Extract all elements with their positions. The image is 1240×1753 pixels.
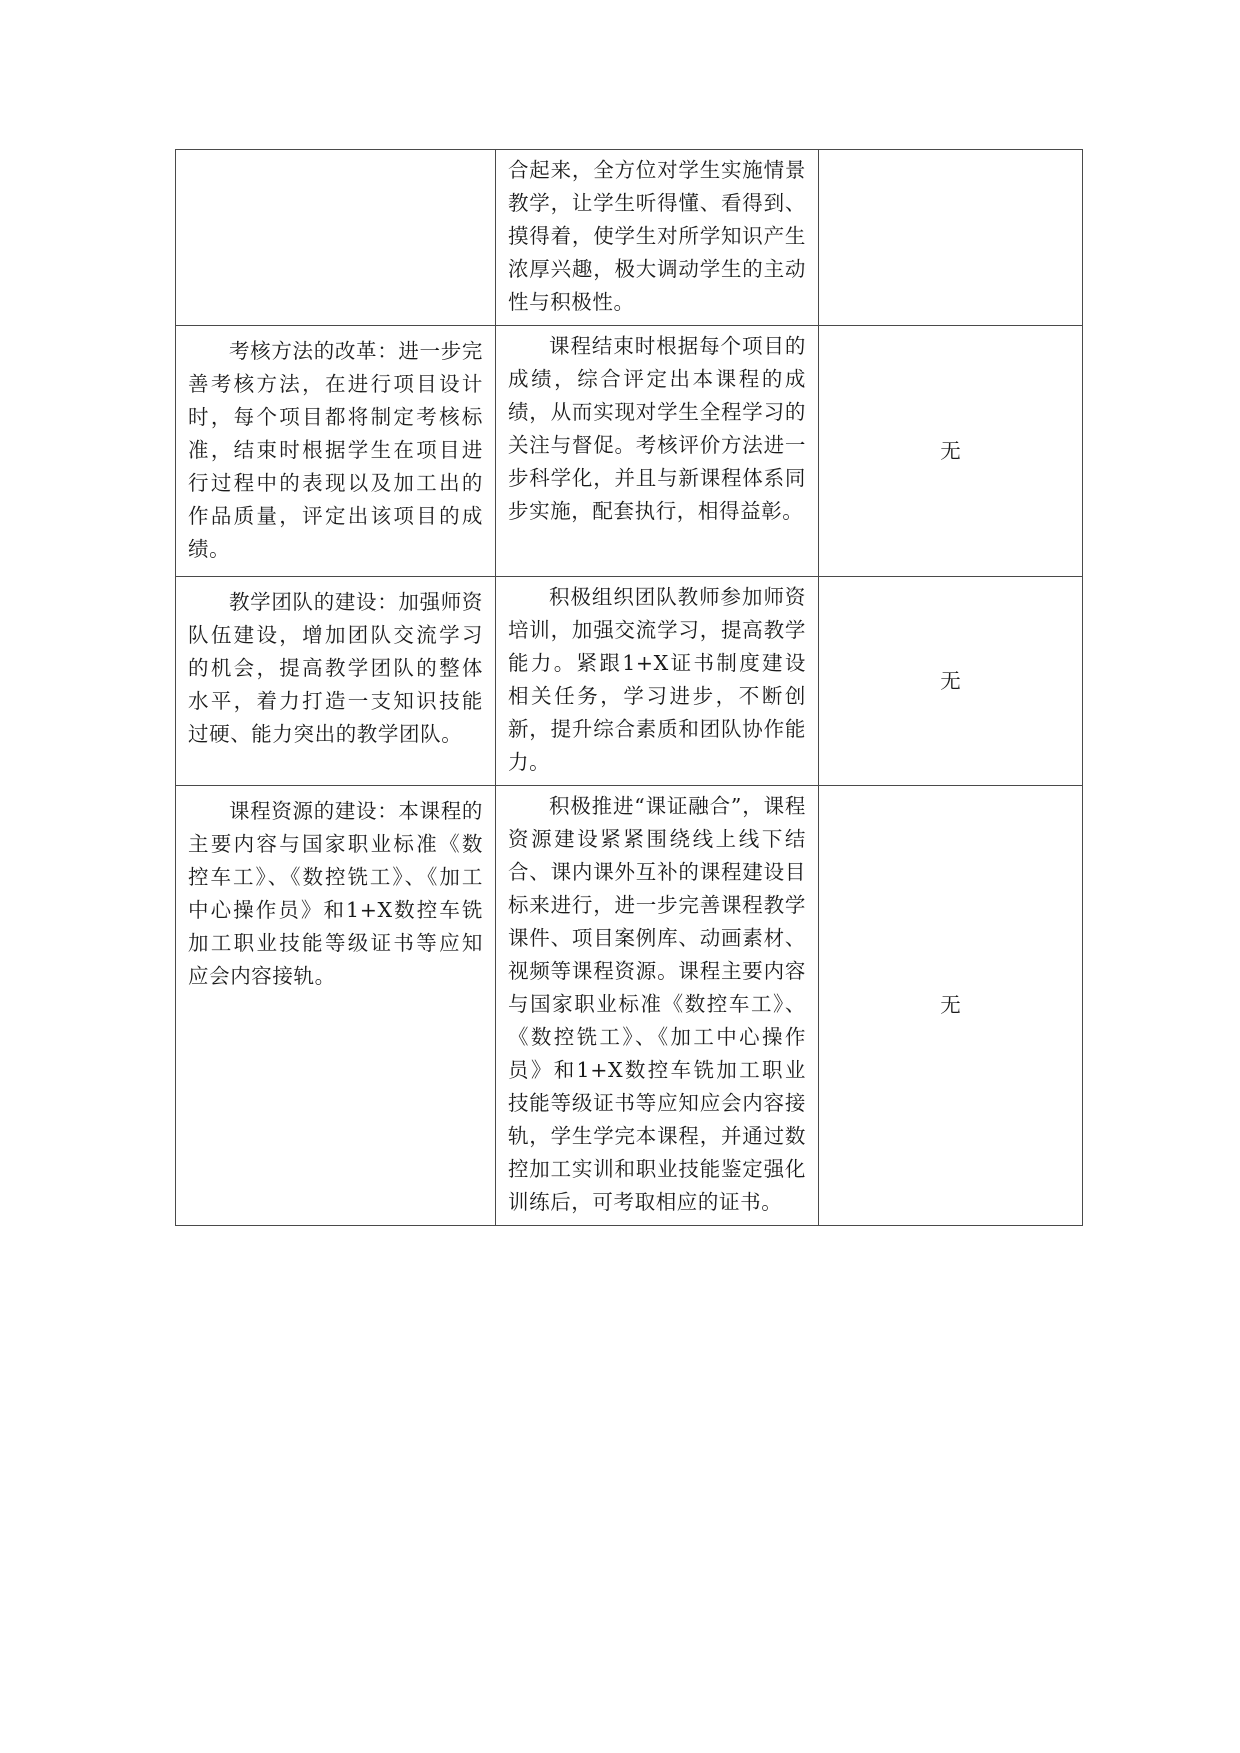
result-text: 积极组织团队教师参加师资培训，加强交流学习，提高教学能力。紧跟1+X证书制度建设相关任务，学习进步，不断创新，提升综合素质和团队协作能力。	[508, 585, 806, 774]
result-text: 课程结束时根据每个项目的成绩，综合评定出本课程的成绩，从而实现对学生全程学习的关注与督促。考核评价方法进一步科学化，并且与新课程体系同步实施，配套执行，相得益彰。	[508, 334, 806, 523]
measure-text: 课程资源的建设：本课程的主要内容与国家职业标准《数控车工》、《数控铣工》、《加工中心操作员》和1+X数控车铣加工职业技能等级证书等应知应会内容接轨。	[188, 799, 483, 988]
note-cell	[819, 577, 1083, 786]
measure-text: 考核方法的改革：进一步完善考核方法，在进行项目设计时，每个项目都将制定考核标准，结束时根据学生在项目进行过程中的表现以及加工出的作品质量，评定出该项目的成绩。	[188, 339, 483, 561]
table-row	[176, 326, 1083, 577]
note-text: 无	[940, 438, 961, 463]
note-cell	[819, 150, 1083, 326]
result-cell	[496, 577, 819, 786]
table-row	[176, 786, 1083, 1226]
measure-cell	[176, 150, 496, 326]
measure-cell	[176, 577, 496, 786]
result-text: 合起来，全方位对学生实施情景教学，让学生听得懂、看得到、摸得着，使学生对所学知识产生浓厚兴趣，极大调动学生的主动性与积极性。	[508, 158, 806, 314]
result-cell	[496, 150, 819, 326]
note-cell	[819, 786, 1083, 1226]
result-cell	[496, 326, 819, 577]
table-row	[176, 577, 1083, 786]
reform-measures-table	[175, 149, 1083, 1226]
note-text: 无	[940, 668, 961, 693]
note-text: 无	[940, 993, 961, 1017]
measure-cell	[176, 786, 496, 1226]
table-row	[176, 150, 1083, 326]
measure-text	[176, 150, 495, 169]
measure-text: 教学团队的建设：加强师资队伍建设，增加团队交流学习的机会，提高教学团队的整体水平，着力打造一支知识技能过硬、能力突出的教学团队。	[188, 590, 483, 746]
measure-cell	[176, 326, 496, 577]
note-cell	[819, 326, 1083, 577]
result-text: 积极推进“课证融合”，课程资源建设紧紧围绕线上线下结合、课内课外互补的课程建设目标来进行，进一步完善课程教学课件、项目案例库、动画素材、视频等课程资源。课程主要内容与国家职业标准《数控车工》、《数控铣工》、《加工中心操作员》和1+X数控车铣加工职业技能等级证书等应知应会内容接轨，学生学完本课程，并通过数控加工实训和职业技能鉴定强化训练后，可考取相应的证书。	[508, 794, 806, 1214]
result-cell	[496, 786, 819, 1226]
